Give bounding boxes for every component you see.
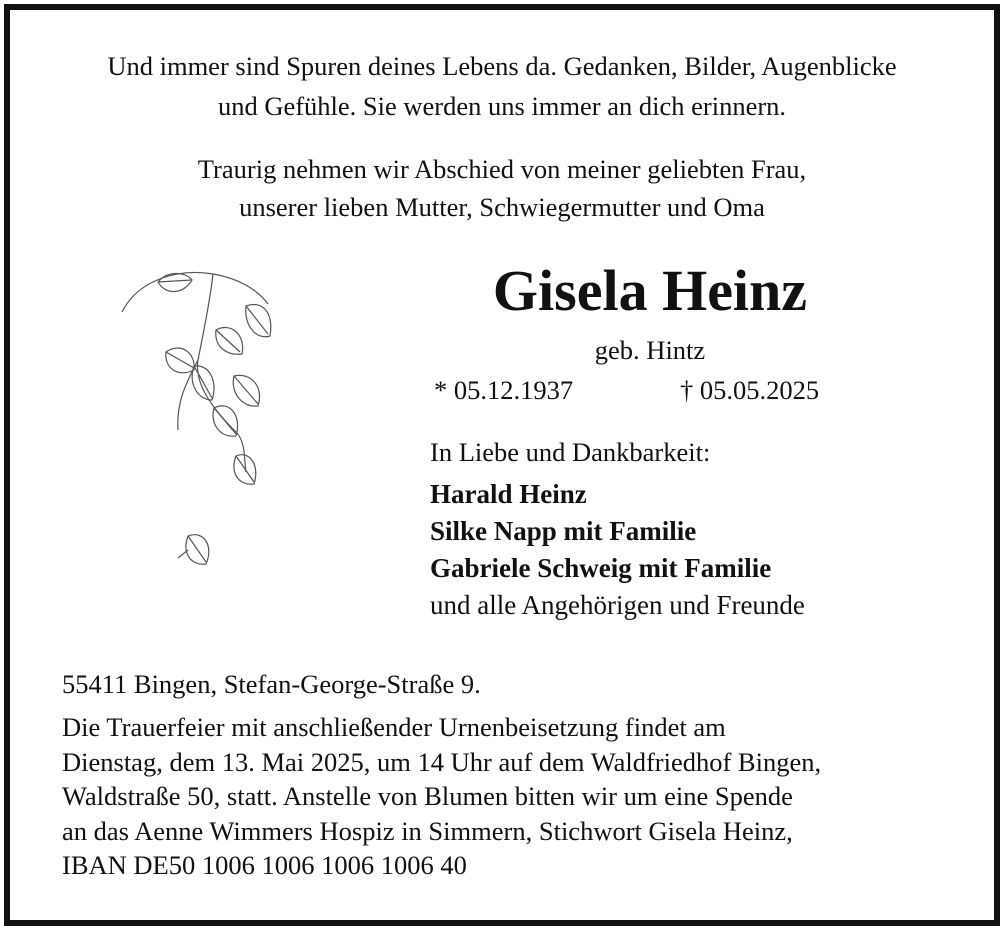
farewell-intro xyxy=(10,150,994,226)
death-date: † 05.05.2025 xyxy=(680,375,820,405)
notice-line-4: an das Aenne Wimmers Hospiz in Simmern, Stichwort Gisela Heinz, xyxy=(62,815,793,846)
intro-line-1: Traurig nehmen wir Abschied von meiner geliebten Frau, xyxy=(197,154,807,184)
notice-line-1: Die Trauerfeier mit anschließender Urnenbeisetzung findet am xyxy=(62,712,726,742)
memorial-verse xyxy=(10,46,994,126)
mourner-name: Gabriele Schweig mit Familie xyxy=(430,553,772,583)
birth-date: * 05.12.1937 xyxy=(434,375,574,405)
birth-name: geb. Hintz xyxy=(594,335,706,365)
birch-leaves-icon xyxy=(118,260,288,620)
notice-line-2: Dienstag, dem 13. Mai 2025, um 14 Uhr auf dem Waldfriedhof Bingen, xyxy=(62,746,822,777)
obituary-frame xyxy=(4,4,1000,926)
verse-line-1: Und immer sind Spuren deines Lebens da. Gedanken, Bilder, Augenblicke xyxy=(107,51,897,81)
notice-line-5: IBAN DE50 1006 1006 1006 1006 40 xyxy=(62,850,467,880)
mourners-others: und alle Angehörigen und Freunde xyxy=(430,590,805,620)
mourner-name: Harald Heinz xyxy=(430,479,587,509)
mourner-name: Silke Napp mit Familie xyxy=(430,516,697,546)
intro-line-2: unserer lieben Mutter, Schwiegermutter und Oma xyxy=(239,192,765,222)
verse-line-2: und Gefühle. Sie werden uns immer an dich erinnern. xyxy=(217,91,787,121)
notice-line-3: Waldstraße 50, statt. Anstelle von Blumen bitten wir um eine Spende xyxy=(62,781,793,811)
funeral-notice xyxy=(62,710,992,883)
mourners-heading: In Liebe und Dankbarkeit: xyxy=(430,437,711,467)
deceased-name: Gisela Heinz xyxy=(492,258,808,323)
mourners-list xyxy=(430,476,805,624)
mourner-address: 55411 Bingen, Stefan-George-Straße 9. xyxy=(62,669,481,699)
